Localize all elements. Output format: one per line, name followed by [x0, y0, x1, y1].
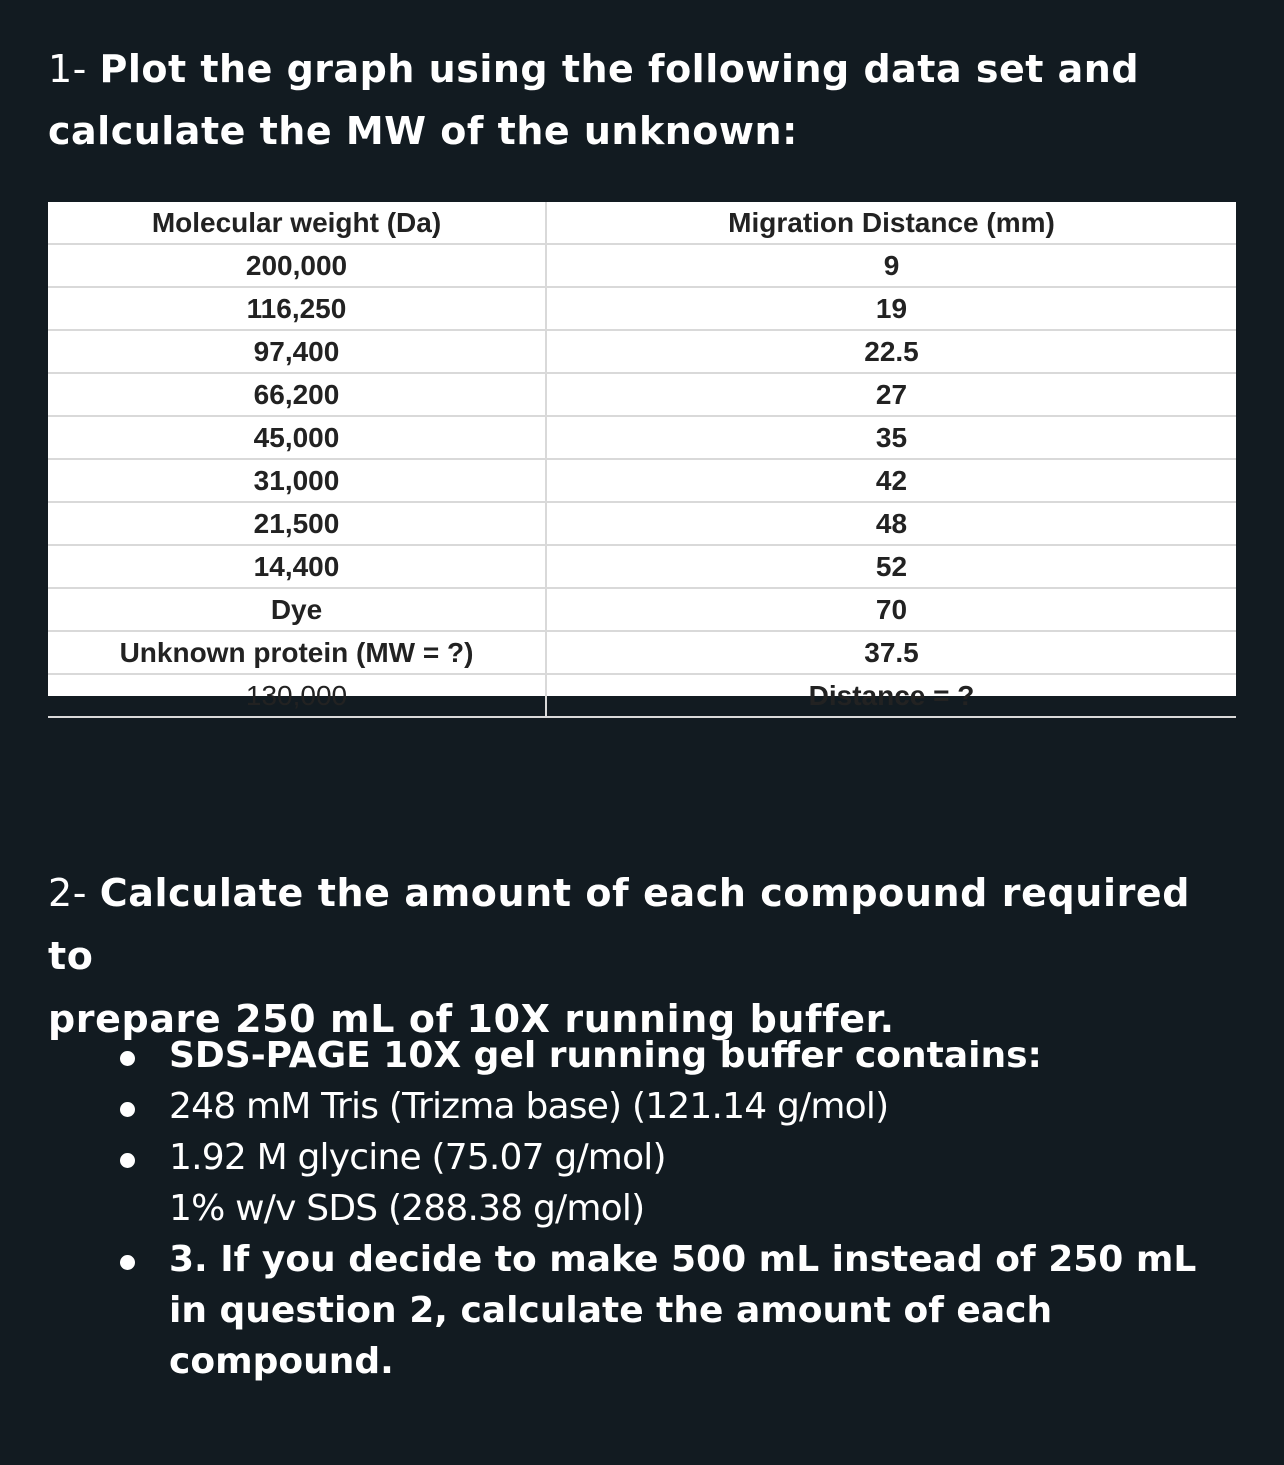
list-item-text-line-1: 3. If you decide to make 500 mL instead of 250 mL — [169, 1239, 1197, 1280]
table-row — [48, 674, 1236, 717]
table-row — [48, 416, 1236, 459]
table-row — [48, 287, 1236, 330]
question-2-text-line-2: prepare 250 mL of 10X running buffer. — [48, 997, 895, 1041]
table-cell-mw: 45,000 — [48, 416, 546, 459]
list-item — [112, 1081, 1252, 1132]
table-cell-mw: 200,000 — [48, 244, 546, 287]
table-cell-mw: 66,200 — [48, 373, 546, 416]
table-cell-mw: Unknown protein (MW = ?) — [48, 631, 546, 674]
list-item-text: SDS-PAGE 10X gel running buffer contains: — [169, 1035, 1042, 1076]
table-row — [48, 244, 1236, 287]
list-item-continuation: 1% w/v SDS (288.38 g/mol) — [169, 1188, 645, 1229]
table-cell-distance: 52 — [546, 545, 1236, 588]
table-cell-mw: 130,000 — [48, 674, 546, 717]
list-item — [112, 1132, 1252, 1183]
table-cell-distance: 37.5 — [546, 631, 1236, 674]
table-cell-distance: 22.5 — [546, 330, 1236, 373]
header-molecular-weight: Molecular weight (Da) — [48, 202, 546, 244]
table-cell-distance: 42 — [546, 459, 1236, 502]
list-item — [112, 1030, 1252, 1081]
table-cell-mw: 14,400 — [48, 545, 546, 588]
table-cell-mw: 97,400 — [48, 330, 546, 373]
table-cell-distance: 9 — [546, 244, 1236, 287]
table-cell-mw: 116,250 — [48, 287, 546, 330]
bullet-icon — [120, 1102, 135, 1117]
list-item-text-line-3: compound. — [169, 1341, 394, 1382]
list-item-text: 1.92 M glycine (75.07 g/mol) — [169, 1137, 666, 1178]
table-row — [48, 588, 1236, 631]
table-row — [48, 502, 1236, 545]
table-cell-distance: 19 — [546, 287, 1236, 330]
buffer-list — [112, 1030, 1252, 1387]
table-cell-distance: 48 — [546, 502, 1236, 545]
question-2-line-1 — [48, 862, 1248, 988]
table-cell-distance: Distance = ? — [546, 674, 1236, 717]
table-cell-distance: 35 — [546, 416, 1236, 459]
question-1-number: 1- — [48, 47, 87, 91]
table-cell-distance: 70 — [546, 588, 1236, 631]
header-migration-distance: Migration Distance (mm) — [546, 202, 1236, 244]
question-1-line-1 — [48, 38, 1228, 100]
bullet-icon — [120, 1051, 135, 1066]
bullet-icon — [120, 1153, 135, 1168]
table-cell-mw: 21,500 — [48, 502, 546, 545]
table-cell-mw: 31,000 — [48, 459, 546, 502]
table-header-row — [48, 202, 1236, 244]
data-table — [48, 202, 1236, 711]
list-item-text-line-2: in question 2, calculate the amount of each — [169, 1290, 1053, 1331]
table-cell-mw: Dye — [48, 588, 546, 631]
question-2-number: 2- — [48, 871, 88, 915]
question-1-text-line-1: Plot the graph using the following data set and — [99, 47, 1140, 91]
table-row — [48, 373, 1236, 416]
table-row — [48, 631, 1236, 674]
table-cell-distance: 27 — [546, 373, 1236, 416]
list-item-text: 248 mM Tris (Trizma base) (121.14 g/mol) — [169, 1086, 889, 1127]
bullet-icon — [120, 1255, 135, 1270]
question-2-text-line-1: Calculate the amount of each compound required to — [48, 871, 1191, 978]
question-1-text-line-2: calculate the MW of the unknown: — [48, 109, 798, 153]
question-1 — [48, 38, 1228, 162]
list-item — [112, 1234, 1252, 1387]
table-row — [48, 459, 1236, 502]
table-row — [48, 330, 1236, 373]
question-2 — [48, 862, 1248, 1051]
table-row — [48, 545, 1236, 588]
